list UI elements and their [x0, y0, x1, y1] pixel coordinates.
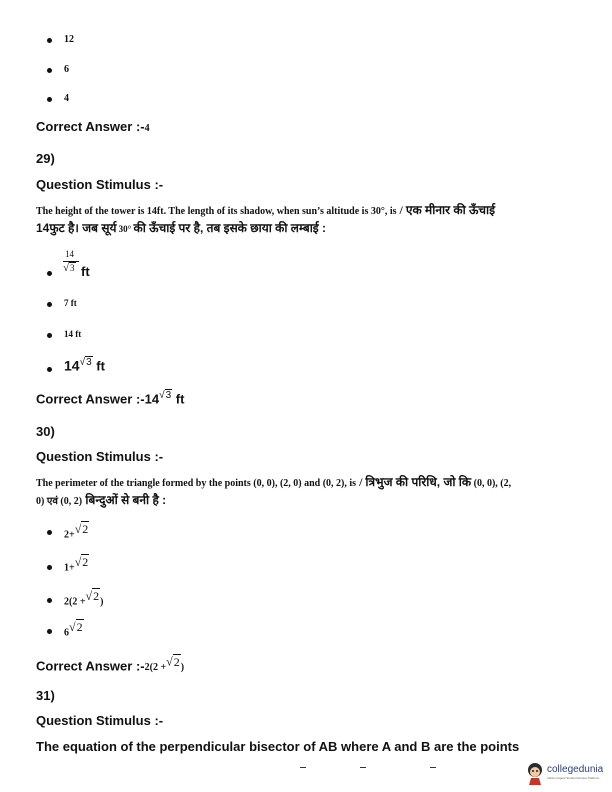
answer-label: Correct Answer :- — [36, 658, 145, 674]
stimulus-en: The height of the tower is 14ft. The length of its shadow, when sun’s altitude is 30°, is — [36, 206, 397, 217]
sqrt-icon: √ — [159, 390, 165, 401]
option-q30-4[interactable]: $6^{√2}$ — [64, 620, 83, 639]
option-q30-1[interactable]: 2+$^{√2}$ — [64, 522, 89, 541]
fraction-numerator: 14 — [65, 249, 74, 259]
sqrt-icon: √ — [74, 522, 82, 536]
question-stimulus-29 — [36, 202, 576, 238]
correct-answer-q30: Correct Answer :-2(2 +$^{√2}$) — [36, 655, 185, 674]
option-coef: 14 — [64, 357, 80, 374]
bullet — [47, 530, 52, 535]
sqrt-icon: √ — [85, 589, 93, 603]
question-stimulus-label-29: Question Stimulus :- — [36, 177, 164, 192]
question-stimulus-label-30: Question Stimulus :- — [36, 449, 164, 464]
logo-wordmark: collegedunia — [547, 764, 604, 775]
bullet — [47, 629, 52, 634]
mascot-icon — [525, 761, 545, 785]
bullet — [47, 38, 52, 43]
stimulus-hindi-1: त्रिभुज की परिधि, जो कि — [365, 475, 472, 489]
answer-unit: ft — [175, 391, 185, 407]
bullet — [47, 333, 52, 338]
question-stimulus-30 — [36, 474, 581, 510]
option-unit: ft — [96, 358, 105, 374]
stimulus-hindi-2: बिन्दुओं से बनी है : — [82, 493, 167, 507]
bullet — [47, 598, 52, 603]
bullet — [47, 565, 52, 570]
stimulus-degree: 30° — [116, 224, 134, 234]
bullet — [47, 302, 52, 307]
option-q28-1[interactable]: 12 — [64, 34, 74, 45]
stimulus-separator: / — [356, 475, 366, 489]
stimulus-hindi-2a: 14फुट है। जब सूर्य — [36, 221, 117, 235]
question-number-29: 29) — [36, 151, 55, 166]
sqrt-icon: √ — [69, 620, 76, 634]
logo-tagline: India's largest Student Review Platform — [547, 776, 600, 780]
sqrt-icon: √ — [79, 357, 86, 368]
option-q29-4[interactable]: $14^{√3}$ ft — [64, 357, 105, 374]
answer-label: Correct Answer :- — [36, 119, 145, 134]
stimulus-separator: / — [396, 203, 406, 217]
option-q29-3[interactable]: 14 ft — [64, 329, 82, 339]
question-stimulus-31: The equation of the perpendicular bisector of AB where A and B are the points — [36, 739, 520, 754]
answer-label: Correct Answer :- — [36, 391, 145, 407]
stimulus-points-1: (0, 0), (2, — [471, 478, 512, 489]
question-stimulus-label-31: Question Stimulus :- — [36, 713, 164, 728]
sqrt-icon: √ — [166, 655, 173, 669]
collegedunia-logo — [525, 759, 609, 789]
bullet — [47, 68, 52, 73]
option-q30-3[interactable]: 2(2 +$^{√2}$) — [64, 589, 104, 608]
bullet — [47, 271, 52, 276]
question-number-31: 31) — [36, 688, 55, 703]
option-q28-2[interactable]: 6 — [64, 64, 69, 75]
answer-value: 4 — [144, 123, 150, 134]
bullet — [47, 367, 52, 372]
sqrt-icon: √ — [74, 555, 82, 569]
correct-answer-q29: Correct Answer $:-14^{√3}$ ft — [36, 390, 185, 407]
question-number-30: 30) — [36, 424, 55, 439]
stimulus-en: The perimeter of the triangle formed by the points (0, 0), (2, 0) and (0, 2), is — [36, 478, 357, 489]
bullet — [47, 97, 52, 102]
sqrt-icon: √ — [63, 262, 70, 274]
option-q30-2[interactable]: 1+$^{√2}$ — [64, 555, 89, 574]
stimulus-hindi-2b: की ऊँचाई पर है, तब इसके छाया की लम्बाई : — [133, 221, 327, 235]
stimulus-points-2: 0) एवं (0, 2) — [36, 496, 83, 507]
cutoff-text-fragment — [300, 767, 480, 769]
option-unit: ft — [81, 264, 90, 279]
answer-coef: 14 — [144, 391, 160, 407]
correct-answer-q28 — [36, 119, 150, 134]
option-q28-3[interactable]: 4 — [64, 93, 69, 104]
fraction-denominator: √3 — [63, 262, 75, 274]
stimulus-hindi-1: एक मीनार की ऊँचाई — [405, 203, 496, 217]
option-q29-2[interactable]: 7 ft — [64, 298, 77, 308]
option-q29-1[interactable] — [62, 249, 122, 283]
